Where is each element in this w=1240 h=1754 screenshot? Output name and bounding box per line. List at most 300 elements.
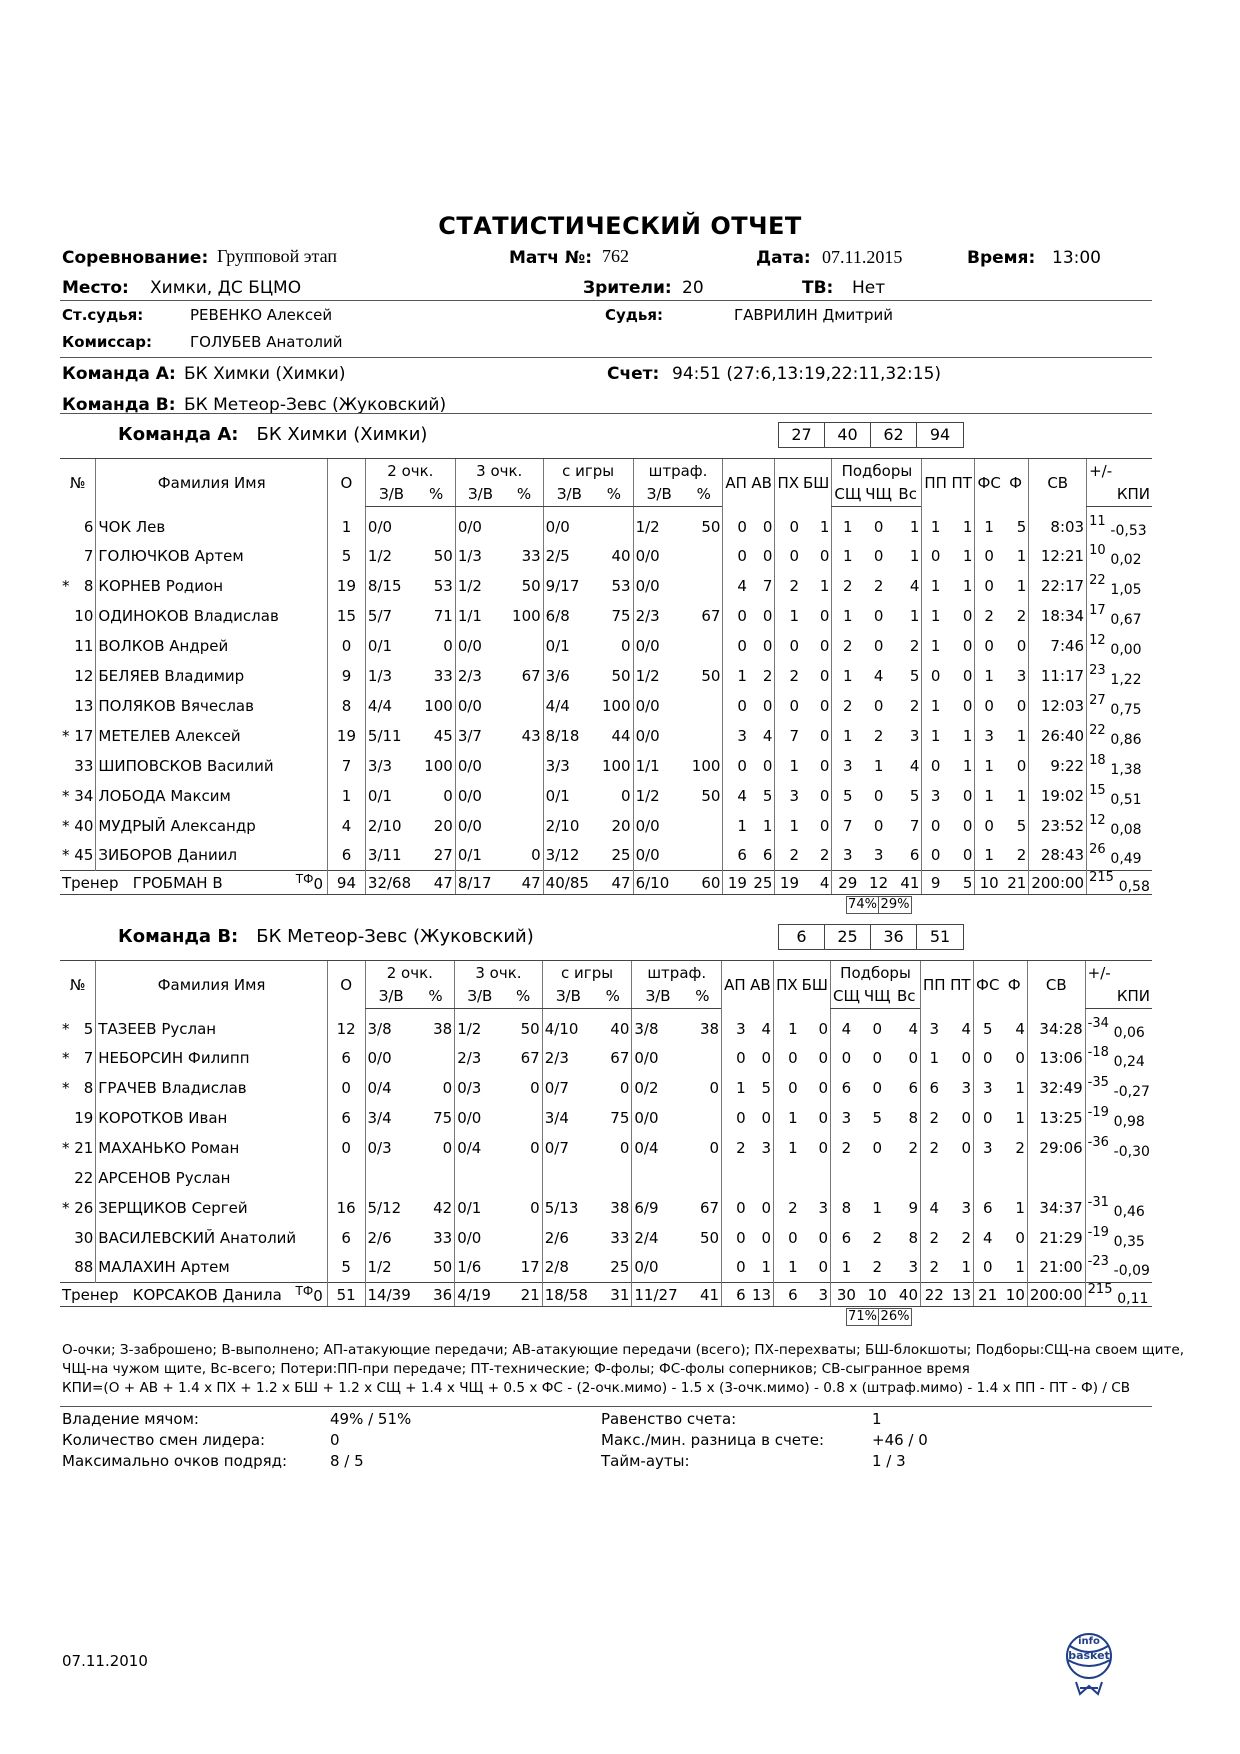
col-header-chsh: ЧЩ xyxy=(862,985,893,1009)
match-label: Матч №: xyxy=(509,248,593,268)
stat-p3 xyxy=(505,781,543,811)
rebound-percent: 74% xyxy=(847,897,879,913)
stat-pp: 2 xyxy=(921,1253,948,1283)
stat-t3: 1/1 xyxy=(455,601,505,631)
stat-pts: 6 xyxy=(327,1043,365,1073)
stat-pfg: 0 xyxy=(621,636,631,655)
quarter-score: 27 xyxy=(779,423,825,447)
stat-fs: 1 xyxy=(975,661,1003,691)
stat-ap: 0 xyxy=(722,1103,748,1133)
quarter-score: 6 xyxy=(779,925,825,949)
plus-minus-kpi-cell xyxy=(1087,811,1152,841)
stat-fs: 0 xyxy=(975,631,1003,661)
stat-pts: 0 xyxy=(328,631,366,661)
player-name: МАЛАХИН Артем xyxy=(96,1253,327,1283)
stat-pft xyxy=(685,541,723,571)
stat-bsh: 0 xyxy=(819,816,830,835)
stat-vs: 3 xyxy=(908,1258,918,1277)
total-plus-minus: 215 xyxy=(1087,1281,1113,1297)
plus-minus: 12 xyxy=(1089,812,1106,828)
plus-minus: 18 xyxy=(1089,752,1106,768)
stat-vs: 2 xyxy=(909,696,920,715)
stat-t2: 8/15 xyxy=(365,571,417,601)
plus-minus: 22 xyxy=(1089,722,1106,738)
player-number-cell xyxy=(60,781,96,811)
stat-pt: 0 xyxy=(961,1048,972,1067)
stat-sch: 3 xyxy=(832,751,863,781)
stat-av: 0 xyxy=(762,636,773,655)
player-number: 13 xyxy=(74,696,94,715)
starter-mark: * xyxy=(62,1048,70,1067)
header-row-place xyxy=(62,278,1152,300)
stat-t2: 1/2 xyxy=(365,541,417,571)
stat-ft: 3/8 xyxy=(632,1009,684,1043)
stat-p3: 33 xyxy=(521,546,541,565)
stat-p2: 33 xyxy=(433,1228,453,1247)
stat-ph: 1 xyxy=(775,751,801,781)
stat-p3: 50 xyxy=(520,1019,540,1038)
stat-fg: 3/4 xyxy=(542,1103,594,1133)
stat-pp: 3 xyxy=(921,1009,948,1043)
col-header-blocks: БШ xyxy=(801,459,832,507)
total-av: 13 xyxy=(748,1283,774,1307)
plus-minus: 27 xyxy=(1089,692,1106,708)
stat-t2: 2/10 xyxy=(365,811,417,841)
coach-name: КОРСАКОВ Данила xyxy=(132,1285,282,1304)
player-number-cell xyxy=(60,721,96,751)
stat-bsh: 0 xyxy=(818,1138,828,1157)
tv-value: Нет xyxy=(852,278,886,298)
starter-mark: * xyxy=(62,1198,70,1217)
stat-ph: 0 xyxy=(775,631,801,661)
plus-minus: -36 xyxy=(1087,1134,1109,1150)
player-row xyxy=(60,841,1152,871)
player-number: 11 xyxy=(74,636,94,655)
kpi: 0,86 xyxy=(1110,731,1142,748)
player-number-cell xyxy=(60,541,96,571)
chief-referee-value: РЕВЕНКО Алексей xyxy=(190,306,333,324)
tv-label: ТВ: xyxy=(802,278,834,298)
stat-ap: 2 xyxy=(722,1133,748,1163)
stat-pt xyxy=(948,1163,974,1193)
col-header-sch: СЩ xyxy=(830,985,861,1009)
stat-pt: 3 xyxy=(961,1078,972,1097)
stat-sv: 29:06 xyxy=(1027,1133,1085,1163)
stat-chsh: 0 xyxy=(872,1138,882,1157)
rebound-percent: 29% xyxy=(880,897,910,912)
total-p3: 21 xyxy=(504,1283,542,1307)
stat-chsh: 2 xyxy=(872,1258,882,1277)
stat-p2: 33 xyxy=(433,666,453,685)
kpi: 0,08 xyxy=(1110,821,1142,838)
stat-pp: 6 xyxy=(921,1073,948,1103)
stat-p3 xyxy=(505,691,543,721)
total-ft: 6/10 xyxy=(633,871,685,895)
total-pfg: 47 xyxy=(595,871,633,895)
stat-fg: 0/7 xyxy=(542,1133,594,1163)
kpi: -0,53 xyxy=(1110,522,1147,539)
team-label: Команда А: xyxy=(118,424,239,445)
player-number: 33 xyxy=(74,756,94,775)
stat-f: 2 xyxy=(1016,606,1027,625)
stat-chsh: 0 xyxy=(873,816,884,835)
stat-fg: 2/10 xyxy=(543,811,595,841)
total-ap: 6 xyxy=(722,1283,748,1307)
plus-minus-kpi-cell xyxy=(1085,1043,1152,1073)
player-name: ЗИБОРОВ Даниил xyxy=(96,841,328,871)
stat-pts: 15 xyxy=(328,601,366,631)
stat-ap: 0 xyxy=(723,601,749,631)
player-row xyxy=(60,507,1152,541)
stat-pt: 1 xyxy=(962,517,973,536)
col-header-fg: с игры xyxy=(543,459,633,483)
stat-p3: 17 xyxy=(520,1258,540,1277)
stat-chsh: 3 xyxy=(873,846,884,865)
col-header-name: Фамилия Имя xyxy=(96,459,328,507)
footer-date: 07.11.2010 xyxy=(62,1652,148,1670)
stat-pfg: 100 xyxy=(601,696,631,715)
stat-pts: 1 xyxy=(328,781,366,811)
total-t2: 14/39 xyxy=(365,1283,417,1307)
total-chsh: 12 xyxy=(863,871,894,895)
stat-pfg: 0 xyxy=(619,1138,630,1157)
stat-t3: 1/3 xyxy=(455,541,505,571)
player-row xyxy=(60,691,1152,721)
stat-pts: 6 xyxy=(327,1223,365,1253)
stat-ap: 3 xyxy=(722,1009,748,1043)
player-number: 22 xyxy=(74,1168,94,1187)
stat-ft: 2/3 xyxy=(633,601,685,631)
total-fs: 21 xyxy=(974,1283,1002,1307)
player-number-cell xyxy=(60,1009,96,1043)
stat-chsh: 0 xyxy=(873,636,884,655)
col-header-minutes: СВ xyxy=(1029,459,1087,507)
stat-chsh: 2 xyxy=(873,576,884,595)
stat-p2: 0 xyxy=(442,1078,453,1097)
col-header-fouls: Ф xyxy=(1001,961,1027,1009)
stat-pt: 1 xyxy=(961,1258,972,1277)
player-number: 17 xyxy=(74,726,94,745)
summary-row xyxy=(62,1431,1152,1452)
stat-t3: 1/6 xyxy=(455,1253,505,1283)
stat-av: 4 xyxy=(761,1019,772,1038)
stat-vs: 6 xyxy=(908,1078,918,1097)
stat-pt: 0 xyxy=(961,1108,972,1127)
stat-pp: 0 xyxy=(922,541,949,571)
stat-fs: 0 xyxy=(974,1103,1002,1133)
team-total-row xyxy=(60,871,1152,895)
stat-p2: 0 xyxy=(442,1138,453,1157)
col-header-plus-minus: +/- xyxy=(1087,459,1152,483)
stat-av xyxy=(748,1163,774,1193)
total-t3: 8/17 xyxy=(455,871,505,895)
stat-bsh: 0 xyxy=(819,786,830,805)
stat-pfg: 0 xyxy=(619,1078,630,1097)
stat-av: 0 xyxy=(762,546,773,565)
player-number-cell xyxy=(60,1133,96,1163)
col-header-ap: АП xyxy=(723,459,749,507)
stat-pfg xyxy=(595,507,633,541)
stat-sch: 8 xyxy=(830,1193,861,1223)
rebound-percent: 26% xyxy=(880,1309,910,1324)
stat-fg: 3/3 xyxy=(543,751,595,781)
stat-pts: 0 xyxy=(327,1073,365,1103)
stat-chsh: 4 xyxy=(873,666,884,685)
col-header-pt: ПТ xyxy=(949,459,975,507)
referee-value: ГАВРИЛИН Дмитрий xyxy=(734,306,894,324)
total-bsh: 3 xyxy=(800,1283,831,1307)
total-pft: 60 xyxy=(685,871,723,895)
total-pts: 94 xyxy=(328,871,366,895)
stat-ap: 0 xyxy=(723,541,749,571)
stat-pts: 5 xyxy=(328,541,366,571)
stat-fg: 0/0 xyxy=(543,507,595,541)
stat-t2: 1/2 xyxy=(365,1253,417,1283)
stat-chsh: 0 xyxy=(873,546,884,565)
total-fg: 40/85 xyxy=(543,871,595,895)
player-name: АРСЕНОВ Руслан xyxy=(96,1163,327,1193)
stat-ft: 1/2 xyxy=(633,507,685,541)
stat-p3: 0 xyxy=(530,1198,540,1217)
technical-fouls xyxy=(296,872,323,893)
plus-minus: 15 xyxy=(1089,782,1106,798)
ties-value: 1 xyxy=(872,1410,882,1428)
kpi: 0,35 xyxy=(1113,1233,1145,1250)
stat-t2: 3/3 xyxy=(365,751,417,781)
stat-p3 xyxy=(505,507,543,541)
stat-f: 0 xyxy=(1016,756,1027,775)
stat-pts xyxy=(327,1163,365,1193)
total-sch: 30 xyxy=(830,1283,861,1307)
stat-pft xyxy=(685,631,723,661)
stat-fs: 0 xyxy=(975,571,1003,601)
stat-p2: 50 xyxy=(433,546,453,565)
col-header-3pt: 3 очк. xyxy=(455,459,543,483)
stat-pft xyxy=(685,721,723,751)
stat-pp: 1 xyxy=(922,631,949,661)
player-row xyxy=(60,1043,1152,1073)
plus-minus-kpi-cell xyxy=(1087,601,1152,631)
lead-changes-label: Количество смен лидера: xyxy=(62,1431,266,1449)
stat-pft xyxy=(684,1163,722,1193)
player-number-cell xyxy=(60,841,96,871)
player-row xyxy=(60,751,1152,781)
stat-sch: 6 xyxy=(830,1223,861,1253)
stat-pp: 1 xyxy=(921,1043,948,1073)
total-pfg: 31 xyxy=(594,1283,632,1307)
col-header-kpi: КПИ xyxy=(1087,483,1152,507)
stat-ap: 1 xyxy=(722,1073,748,1103)
col-header-percent: % xyxy=(417,985,455,1009)
stat-pfg: 33 xyxy=(610,1228,630,1247)
stat-pfg: 40 xyxy=(611,546,631,565)
plus-minus-kpi-cell xyxy=(1087,661,1152,691)
stat-t3: 0/3 xyxy=(455,1073,505,1103)
stat-vs: 7 xyxy=(909,816,920,835)
stat-chsh: 1 xyxy=(872,1198,882,1217)
stat-p2 xyxy=(417,1163,455,1193)
stat-sv: 11:17 xyxy=(1029,661,1087,691)
max-diff-label: Макс./мин. разница в счете: xyxy=(601,1431,825,1449)
stat-sch: 1 xyxy=(832,541,863,571)
stat-vs: 1 xyxy=(909,546,920,565)
referee-label: Судья: xyxy=(605,306,664,324)
competition-label: Соревнование: xyxy=(62,248,209,268)
plus-minus-kpi-cell xyxy=(1085,1133,1152,1163)
max-run-value: 8 / 5 xyxy=(330,1452,364,1470)
stat-chsh: 0 xyxy=(873,786,884,805)
stat-vs: 4 xyxy=(909,756,920,775)
col-header-made-attempted: З/В xyxy=(455,985,505,1009)
stat-ap: 3 xyxy=(723,721,749,751)
total-f: 21 xyxy=(1003,871,1029,895)
player-row xyxy=(60,631,1152,661)
stat-p2: 71 xyxy=(433,606,453,625)
stat-pfg: 50 xyxy=(611,666,631,685)
col-header-no: № xyxy=(60,459,96,507)
stat-sv: 18:34 xyxy=(1029,601,1087,631)
player-number-cell xyxy=(60,691,96,721)
stat-pt: 1 xyxy=(962,576,973,595)
total-f: 10 xyxy=(1001,1283,1027,1307)
possession-label: Владение мячом: xyxy=(62,1410,199,1428)
starter-mark: * xyxy=(62,1138,70,1157)
player-number-cell xyxy=(60,507,96,541)
player-number-cell xyxy=(60,601,96,631)
col-header-2pt: 2 очк. xyxy=(365,459,455,483)
legend-line: ЧЩ-на чужом щите, Вс-всего; Потери:ПП-при передаче; ПТ-технические; Ф-фолы; ФС-фолы соперников; СВ-сыгранное время xyxy=(62,1361,970,1377)
stat-t3: 0/1 xyxy=(455,1193,505,1223)
stat-fs: 1 xyxy=(975,841,1003,871)
stat-pfg: 25 xyxy=(610,1258,630,1277)
stat-pfg: 100 xyxy=(601,756,631,775)
team-name: БК Метеор-Зевс (Жуковский) xyxy=(256,926,534,947)
stat-ap: 6 xyxy=(723,841,749,871)
summary-row xyxy=(62,1410,1152,1431)
col-header-percent: % xyxy=(594,985,632,1009)
stat-sv: 22:17 xyxy=(1029,571,1087,601)
player-name: ПОЛЯКОВ Вячеслав xyxy=(96,691,328,721)
stat-sch: 1 xyxy=(830,1253,861,1283)
player-row xyxy=(60,1253,1152,1283)
stat-p3 xyxy=(504,1103,542,1133)
stat-t3: 0/1 xyxy=(455,841,505,871)
tf-label: ТФ xyxy=(295,872,314,886)
stat-p2: 0 xyxy=(443,636,453,655)
header-divider xyxy=(60,357,1152,358)
col-header-rebounds: Подборы xyxy=(832,459,922,483)
stat-t3: 2/3 xyxy=(455,1043,505,1073)
team-section-title xyxy=(118,926,534,947)
stat-pt: 0 xyxy=(962,636,973,655)
stat-av: 2 xyxy=(762,666,773,685)
col-header-steals: ПХ xyxy=(775,459,801,507)
plus-minus-kpi-cell xyxy=(1087,541,1152,571)
stat-p2 xyxy=(417,507,455,541)
stat-vs xyxy=(893,1163,921,1193)
col-header-percent: % xyxy=(505,483,543,507)
stat-t3: 0/0 xyxy=(455,1223,505,1253)
stat-pft: 67 xyxy=(699,1198,720,1217)
plus-minus: -34 xyxy=(1087,1015,1109,1031)
player-number-cell xyxy=(60,751,96,781)
col-header-made-attempted: З/В xyxy=(365,483,417,507)
stat-t3 xyxy=(455,1163,505,1193)
player-number-cell xyxy=(60,571,96,601)
stat-t3: 2/3 xyxy=(455,661,505,691)
col-header-chsh: ЧЩ xyxy=(863,483,894,507)
stat-pp xyxy=(921,1163,948,1193)
tf-value: 0 xyxy=(313,1287,323,1305)
total-ap: 19 xyxy=(723,871,749,895)
stat-ap: 1 xyxy=(723,661,749,691)
total-plus-minus-kpi xyxy=(1085,1283,1152,1307)
player-number-cell xyxy=(60,1103,96,1133)
col-header-points: О xyxy=(327,961,365,1009)
stat-vs: 0 xyxy=(908,1048,918,1067)
total-av: 25 xyxy=(749,871,775,895)
score-value: 94:51 (27:6,13:19,22:11,32:15) xyxy=(672,364,942,384)
stat-ft: 2/4 xyxy=(632,1223,684,1253)
player-name: МЕТЕЛЕВ Алексей xyxy=(96,721,328,751)
plus-minus-kpi-cell xyxy=(1085,1253,1152,1283)
stat-bsh: 0 xyxy=(819,726,830,745)
stat-chsh: 0 xyxy=(872,1078,882,1097)
plus-minus: 22 xyxy=(1089,572,1106,588)
stat-av: 6 xyxy=(762,846,773,865)
player-number: 19 xyxy=(74,1108,94,1127)
player-number-cell xyxy=(60,1073,96,1103)
plus-minus: -23 xyxy=(1087,1254,1109,1270)
player-name: КОРНЕВ Родион xyxy=(96,571,328,601)
player-row xyxy=(60,1163,1152,1193)
player-number: 45 xyxy=(74,846,94,865)
stat-f xyxy=(1001,1163,1027,1193)
stat-fg: 2/8 xyxy=(542,1253,594,1283)
stat-sv: 13:06 xyxy=(1027,1043,1085,1073)
player-row xyxy=(60,1223,1152,1253)
stat-pt: 0 xyxy=(962,606,973,625)
starter-mark: * xyxy=(62,576,70,595)
stat-p2: 53 xyxy=(433,576,453,595)
stat-sch: 2 xyxy=(832,571,863,601)
player-number: 5 xyxy=(83,1019,94,1038)
total-chsh: 10 xyxy=(862,1283,893,1307)
col-header-made-attempted: З/В xyxy=(543,483,595,507)
stat-t2: 3/4 xyxy=(365,1103,417,1133)
stat-t2: 5/11 xyxy=(365,721,417,751)
stat-fs: 1 xyxy=(975,781,1003,811)
date-label: Дата: xyxy=(756,248,811,268)
player-number-cell xyxy=(60,631,96,661)
stat-pts: 0 xyxy=(327,1133,365,1163)
plus-minus-kpi-cell xyxy=(1085,1103,1152,1133)
stat-bsh: 0 xyxy=(818,1228,828,1247)
stat-f: 1 xyxy=(1015,1198,1025,1217)
stat-ft: 0/0 xyxy=(633,841,685,871)
player-number-cell xyxy=(60,1223,96,1253)
stat-pft: 100 xyxy=(691,756,721,775)
player-row xyxy=(60,1073,1152,1103)
col-header-pt: ПТ xyxy=(948,961,974,1009)
stat-vs: 4 xyxy=(909,576,920,595)
total-pft: 41 xyxy=(684,1283,722,1307)
col-header-blocks: БШ xyxy=(800,961,831,1009)
player-stats-table xyxy=(60,458,1152,895)
stat-ft: 0/0 xyxy=(633,691,685,721)
date-value: 07.11.2015 xyxy=(822,247,903,267)
stat-fs: 6 xyxy=(974,1193,1002,1223)
